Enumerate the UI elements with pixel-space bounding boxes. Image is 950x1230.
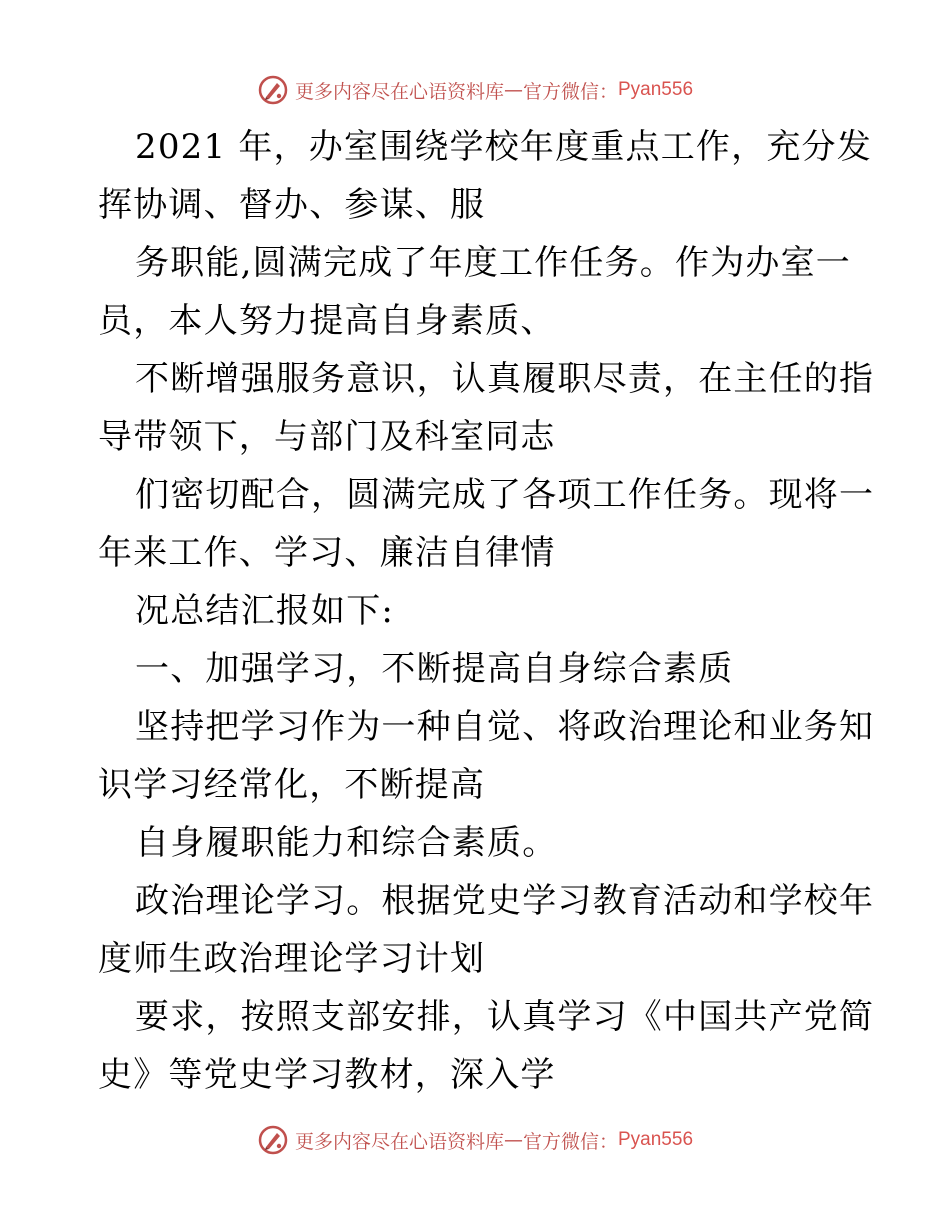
watermark-footer	[0, 1120, 950, 1160]
watermark-brand: 更多内容尽在心语资料库	[294, 1130, 504, 1153]
paragraph-continuation: 年来工作、学习、廉洁自律情	[98, 533, 556, 573]
section-heading	[98, 640, 858, 698]
paragraph-first-line: 务职能,圆满完成了年度工作任务。作为办室一	[135, 243, 852, 283]
paragraph-continuation: 员，本人努力提高自身素质、	[98, 301, 556, 341]
watermark-brand: 更多内容尽在心语资料库	[294, 80, 504, 103]
paragraph-first-line: 2021 年，办室围绕学校年度重点工作，充分发	[135, 127, 872, 167]
watermark-separator: —	[503, 1129, 523, 1151]
paragraph-continuation: 挥协调、督办、参谋、服	[98, 185, 486, 225]
watermark-header	[0, 70, 950, 110]
paragraph-first-line: 要求，按照支部安排，认真学习《中国共产党简	[135, 997, 875, 1037]
pen-seal-icon	[257, 1124, 289, 1156]
watermark-wechat-id: Pyan556	[618, 1129, 694, 1150]
paragraph	[98, 350, 875, 466]
watermark-separator: —	[503, 79, 523, 101]
section-heading-text: 一、加强学习，不断提高自身综合素质	[135, 649, 734, 689]
paragraph	[98, 872, 875, 988]
paragraph-first-line: 政治理论学习。根据党史学习教育活动和学校年	[135, 881, 875, 921]
paragraph-first-line: 们密切配合，圆满完成了各项工作任务。现将一	[135, 475, 875, 515]
paragraph-continuation: 导带领下，与部门及科室同志	[98, 417, 556, 457]
paragraph-continuation: 史》等党史学习教材，深入学	[98, 1055, 556, 1095]
paragraph	[98, 234, 858, 350]
paragraph	[98, 988, 875, 1104]
paragraph-first-line: 坚持把学习作为一种自觉、将政治理论和业务知	[135, 707, 875, 747]
document-body	[98, 118, 875, 1104]
paragraph-continuation: 识学习经常化，不断提高	[98, 765, 486, 805]
watermark-wechat-id: Pyan556	[618, 79, 694, 100]
paragraph-continuation: 度师生政治理论学习计划	[98, 939, 486, 979]
paragraph	[98, 698, 875, 814]
watermark-wechat-label: 官方微信：	[522, 80, 618, 103]
paragraph-first-line: 自身履职能力和综合素质。	[135, 823, 558, 863]
pen-seal-icon	[257, 74, 289, 106]
paragraph	[98, 582, 858, 640]
paragraph-first-line: 不断增强服务意识，认真履职尽责，在主任的指	[135, 359, 875, 399]
watermark-wechat-label: 官方微信：	[522, 1130, 618, 1153]
paragraph	[98, 466, 875, 582]
paragraph	[98, 118, 872, 234]
paragraph-first-line: 况总结汇报如下:	[135, 591, 395, 631]
paragraph	[98, 814, 858, 872]
